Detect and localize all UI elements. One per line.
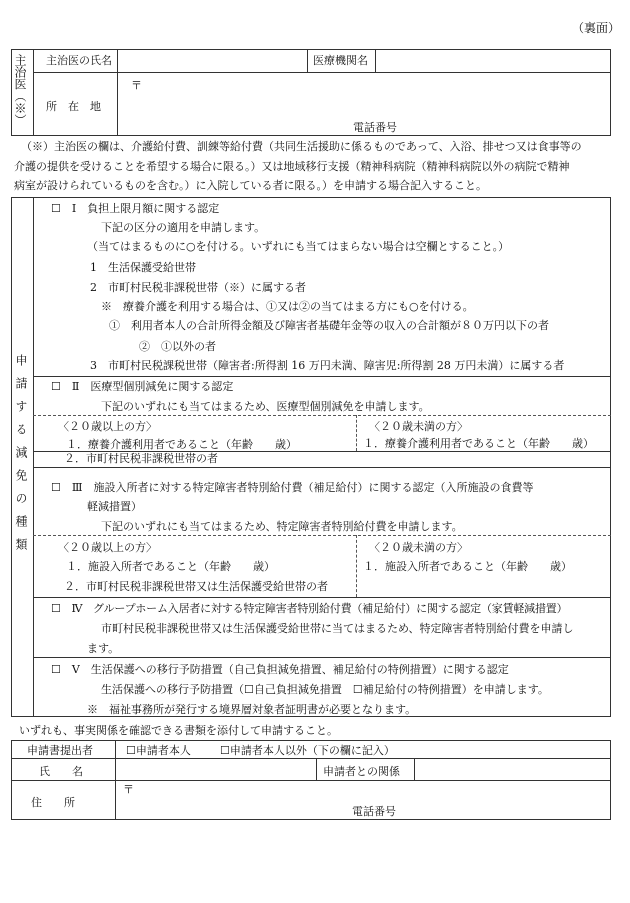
section-2-line: 下記のいずれにも当てはまるため、医療型個別減免を申請します。 [101,400,430,413]
section-1-option-1: 1 生活保護受給世帯 [90,261,196,274]
section-4-line: 市町村民税非課税世帯又は生活保護受給世帯に当てはまるため、特定障害者特別給付費を申請し [101,622,574,635]
submitter-self-option[interactable]: ☐申請者本人 [126,744,191,757]
submitter-postal-mark: 〒 [123,783,134,796]
section-2-left-item-1: １．療養介護利用者であること（年齢 歳） [66,438,297,451]
section-2-left-item-2: ２．市町村民税非課税世帯の者 [64,452,218,465]
section-5-line: 生活保護への移行予防措置（☐自己負担減免措置 ☐補足給付の特例措置）を申請します。 [101,683,549,696]
section-3-right-item-1: １．施設入所者であること（年齢 歳） [363,560,572,573]
section-2-left-head: 〈２０歳以上の方〉 [58,420,157,433]
page-side-label: （裏面） [572,21,621,35]
submitter-label: 申請書提出者 [27,744,93,757]
submitter-address-label: 住 所 [31,796,75,809]
doctor-side-label: 主治医（※） [13,54,27,126]
section-1-line: 下記の区分の適用を申請します。 [101,221,266,234]
postal-mark: 〒 [131,79,142,92]
reduction-side-label: 申請する減免の種類 [14,354,28,561]
section-3-title-cont: 軽減措置） [87,500,142,513]
institution-field[interactable] [378,51,608,70]
section-4-title[interactable]: ☐ Ⅳ グループホーム入居者に対する特定障害者特別給付費（補足給付）に関する認定（家賃軽減措置） [51,602,568,615]
section-3-left-item-2: ２．市町村民税非課税世帯又は生活保護受給世帯の者 [64,580,328,593]
section-1-title[interactable]: ☐ Ⅰ 負担上限月額に関する認定 [51,202,220,215]
submitter-name-field[interactable] [118,760,313,778]
section-1-line: ※ 療養介護を利用する場合は、①又は②の当てはまる方にも○を付ける。 [101,300,474,313]
attachment-note: いずれも、事実関係を確認できる書類を添付して申請すること。 [19,724,338,737]
section-1-sub-1: ① 利用者本人の合計所得金額及び障害者基礎年金等の収入の合計額が８０万円以下の者 [109,319,549,332]
section-1-option-3: 3 市町村民税課税世帯（障害者:所得割 16 万円未満、障害児:所得割 28 万円未満）に属する者 [90,359,565,372]
section-1-option-2: 2 市町村民税非課税世帯（※）に属する者 [90,281,306,294]
submitter-phone-label: 電話番号 [352,805,396,818]
section-4-line-cont: ます。 [87,642,120,655]
section-5-note: ※ 福祉事務所が発行する境界層対象者証明書が必要となります。 [87,703,417,716]
doctor-note-line2: 介護の提供を受けることを希望する場合に限る。）又は地域移行支援（精神科病院（精神科病院以外の病院で精神 [14,160,570,173]
doctor-address-label: 所 在 地 [46,100,101,113]
submitter-name-label: 氏 名 [39,765,83,778]
section-3-left-head: 〈２０歳以上の方〉 [58,541,157,554]
doctor-note-line3: 病室が設けられているものを含む。）に入院している者に限る。）を申請する場合記入すること。 [14,179,487,192]
section-3-right-head: 〈２０歳未満の方〉 [369,541,468,554]
section-1-line: （当てはまるものに○を付ける。いずれにも当てはまらない場合は空欄とすること。） [87,240,510,253]
institution-label: 医療機関名 [313,54,368,67]
relation-field[interactable] [417,760,608,778]
doctor-phone-label: 電話番号 [353,121,397,134]
section-2-right-head: 〈２０歳未満の方〉 [369,420,468,433]
doctor-name-field[interactable] [120,51,304,70]
section-3-title[interactable]: ☐ Ⅲ 施設入所者に対する特定障害者特別給付費（補足給付）に関する認定（入所施設の食費等 [51,481,534,494]
section-3-left-item-1: １．施設入所者であること（年齢 歳） [66,560,275,573]
section-2-title[interactable]: ☐ Ⅱ 医療型個別減免に関する認定 [51,380,234,393]
relation-label: 申請者との関係 [323,765,400,778]
doctor-note-line1: （※）主治医の欄は、介護給付費、訓練等給付費（共同生活援助に係るものであって、入浴、排せつ又は食事等の [21,140,582,153]
section-2-right-item-1: １．療養介護利用者であること（年齢 歳） [363,437,594,450]
section-1-sub-2: ② ①以外の者 [139,340,216,353]
section-3-line: 下記のいずれにも当てはまるため、特定障害者特別給付費を申請します。 [101,520,463,533]
doctor-name-label: 主治医の氏名 [46,54,112,67]
section-5-title[interactable]: ☐ Ⅴ 生活保護への移行予防措置（自己負担減免措置、補足給付の特例措置）に関する認定 [51,663,509,676]
submitter-other-option[interactable]: ☐申請者本人以外（下の欄に記入） [220,744,395,757]
